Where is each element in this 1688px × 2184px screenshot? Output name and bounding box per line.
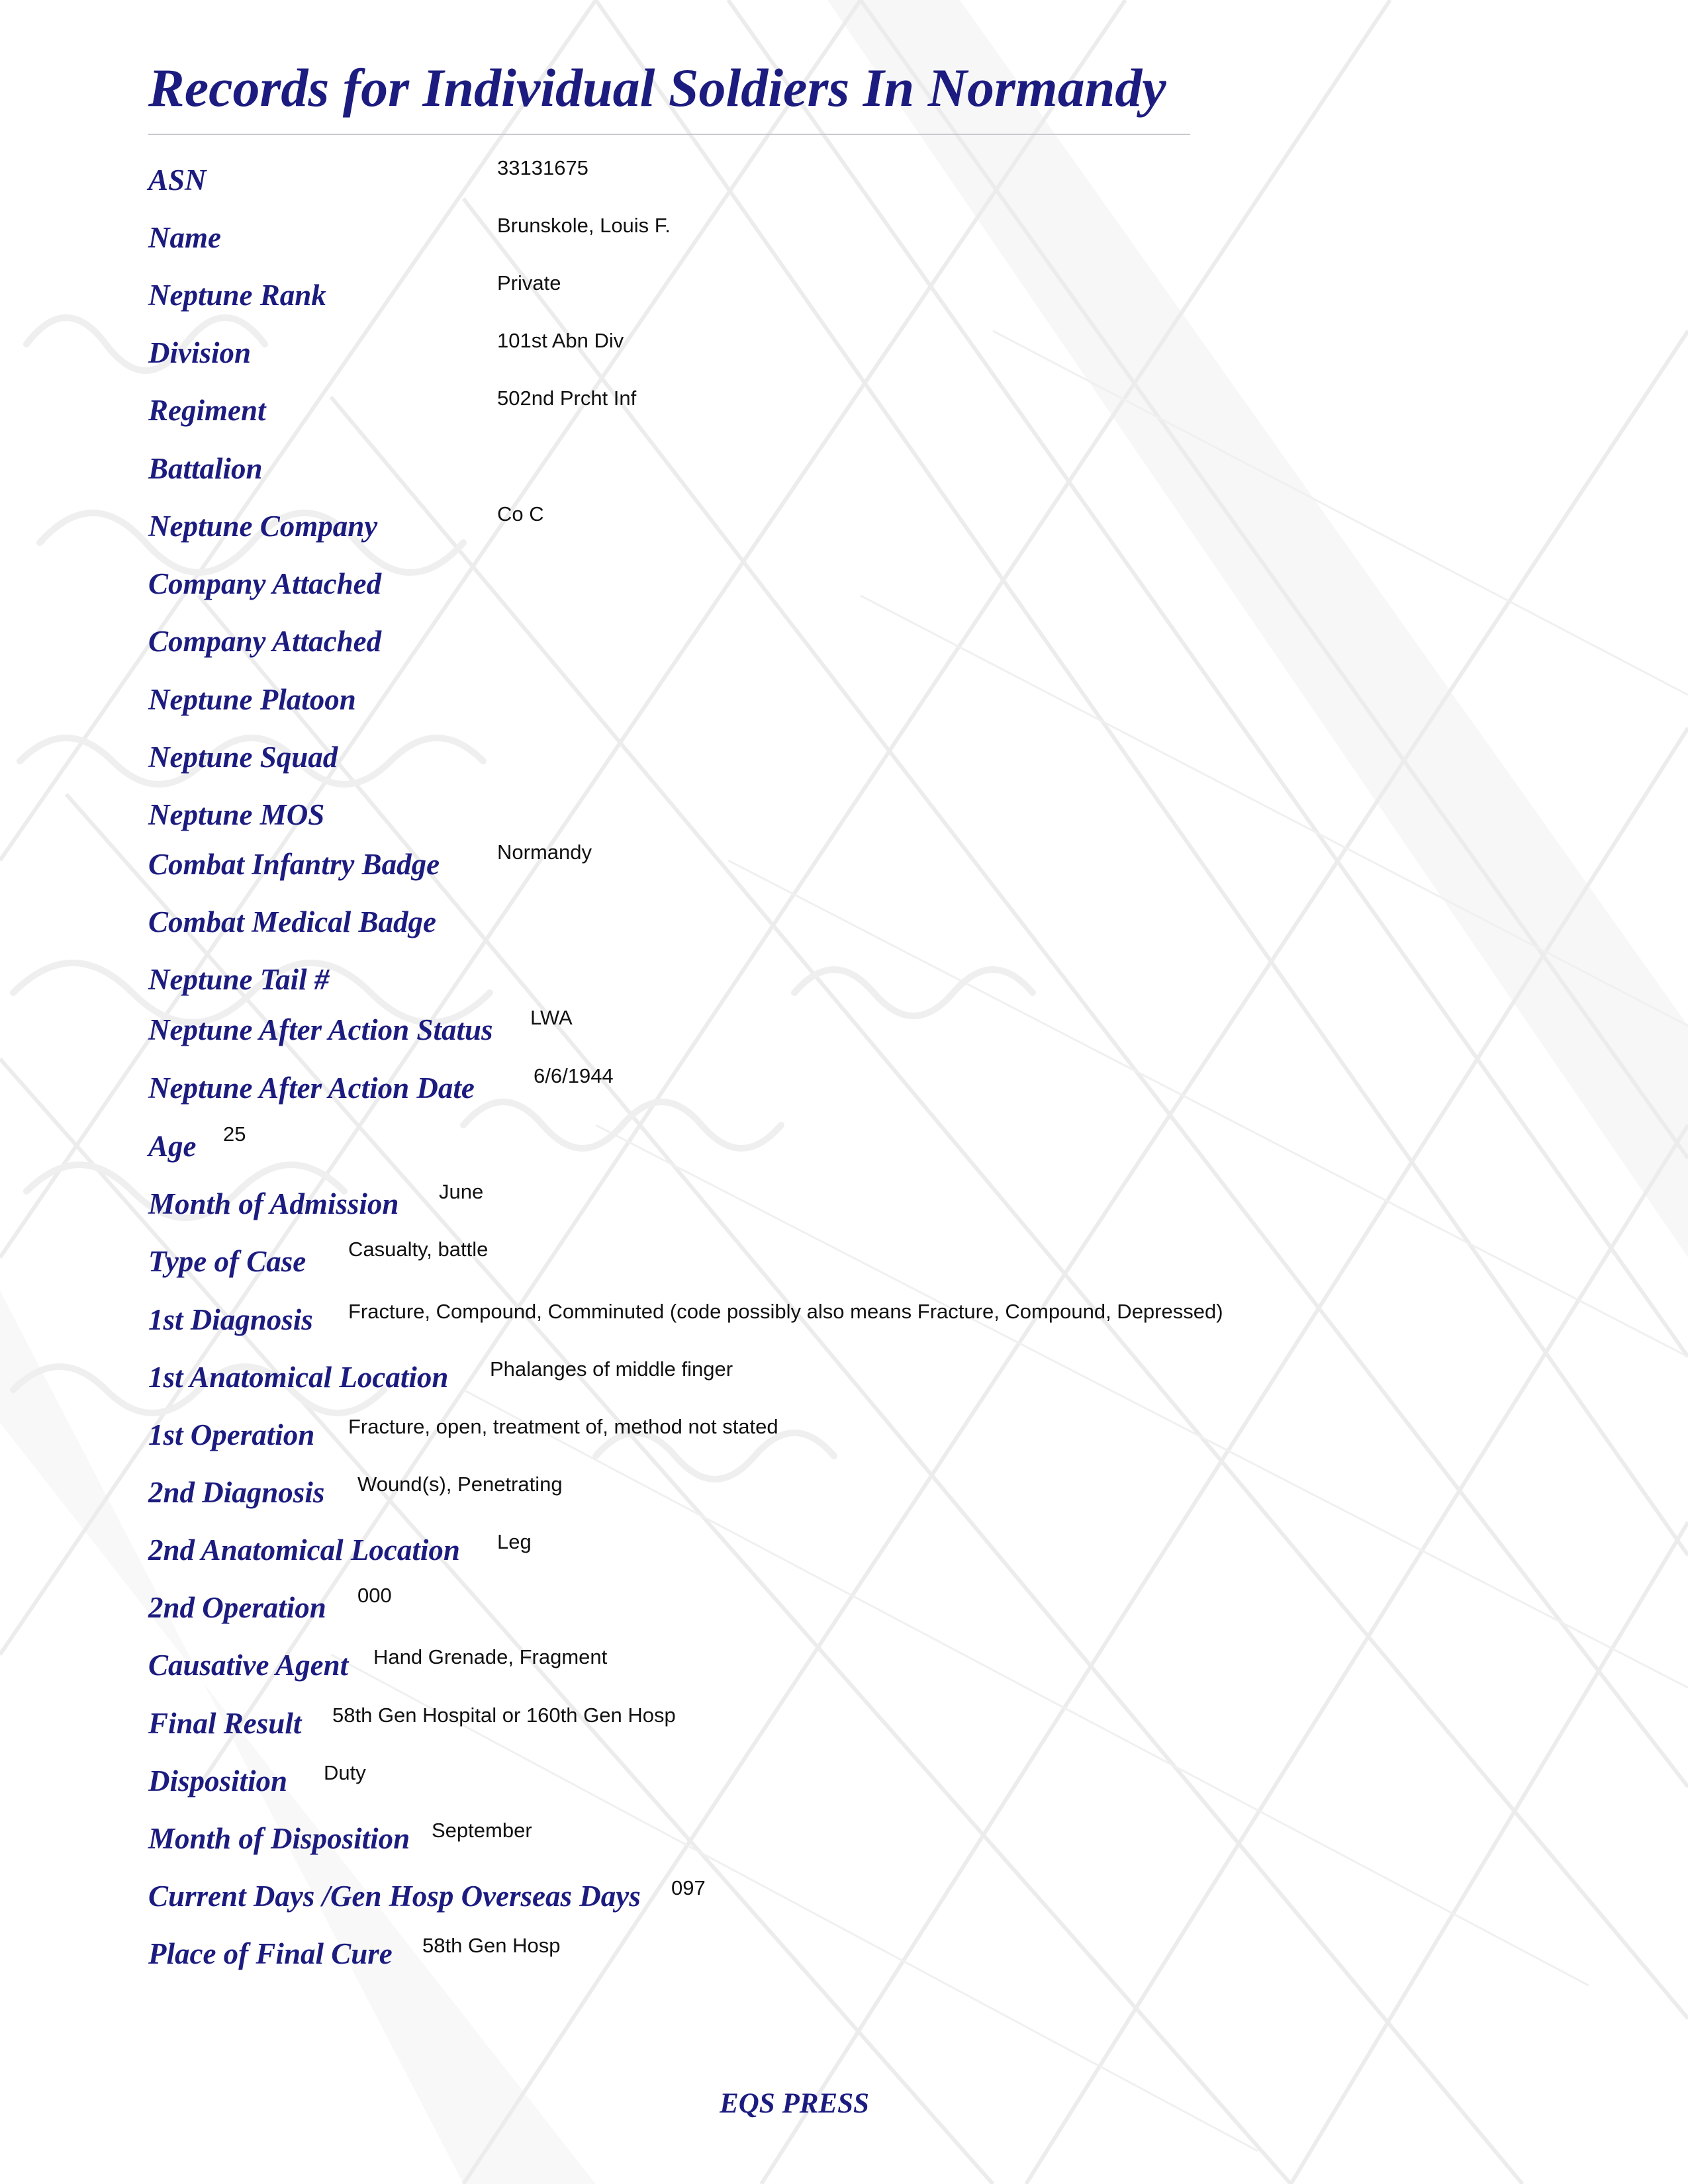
title-divider (148, 134, 1190, 135)
field-label-name: Name (148, 221, 221, 254)
field-label-causative-agent: Causative Agent (148, 1649, 349, 1682)
field-value-overseas-days: 097 (671, 1876, 706, 1899)
field-label-1st-anatomical-location: 1st Anatomical Location (148, 1361, 449, 1394)
field-value-neptune-rank: Private (497, 271, 561, 295)
field-value-type-of-case: Casualty, battle (348, 1238, 489, 1261)
field-label-disposition: Disposition (148, 1764, 288, 1797)
field-value-after-action-date: 6/6/1944 (534, 1064, 614, 1087)
field-value-2nd-diagnosis: Wound(s), Penetrating (357, 1473, 563, 1496)
field-value-final-result: 58th Gen Hospital or 160th Gen Hosp (332, 1704, 676, 1727)
field-label-1st-operation: 1st Operation (148, 1418, 315, 1451)
field-value-1st-diagnosis: Fracture, Compound, Comminuted (code possibly also means Fracture, Compound, Depressed) (348, 1300, 1223, 1323)
field-label-age: Age (148, 1130, 197, 1163)
field-label-type-of-case: Type of Case (148, 1245, 306, 1278)
field-value-causative-agent: Hand Grenade, Fragment (373, 1645, 608, 1668)
field-label-division: Division (148, 336, 252, 369)
field-label-neptune-tail: Neptune Tail # (148, 963, 330, 996)
field-label-neptune-squad: Neptune Squad (148, 741, 338, 774)
field-value-asn: 33131675 (497, 156, 588, 179)
field-label-final-result: Final Result (148, 1707, 302, 1740)
field-label-overseas-days: Current Days /Gen Hosp Overseas Days (148, 1880, 641, 1913)
field-value-combat-infantry-badge: Normandy (497, 841, 592, 864)
field-value-name: Brunskole, Louis F. (497, 214, 671, 237)
field-label-combat-medical-badge: Combat Medical Badge (148, 905, 436, 938)
field-value-disposition: Duty (324, 1761, 366, 1784)
field-label-2nd-operation: 2nd Operation (148, 1591, 326, 1624)
field-value-1st-operation: Fracture, open, treatment of, method not stated (348, 1415, 778, 1438)
field-label-company-attached: Company Attached (148, 567, 382, 600)
field-label-regiment: Regiment (148, 394, 266, 427)
page-title: Records for Individual Soldiers In Normandy (148, 58, 1166, 118)
field-value-place-of-final-cure: 58th Gen Hosp (422, 1934, 561, 1957)
field-value-after-action-status: LWA (530, 1006, 573, 1029)
field-label-2nd-diagnosis: 2nd Diagnosis (148, 1476, 325, 1509)
field-value-regiment: 502nd Prcht Inf (497, 387, 637, 410)
field-label-asn: ASN (148, 163, 207, 197)
field-value-age: 25 (223, 1122, 246, 1146)
field-label-2nd-anatomical-location: 2nd Anatomical Location (148, 1533, 460, 1567)
field-label-neptune-company: Neptune Company (148, 510, 378, 543)
field-label-neptune-mos: Neptune MOS (148, 798, 325, 831)
field-label-month-of-admission: Month of Admission (148, 1187, 399, 1220)
publisher-footer: EQS PRESS (720, 2088, 869, 2119)
field-value-neptune-company: Co C (497, 502, 544, 525)
field-value-2nd-anatomical-location: Leg (497, 1530, 532, 1553)
field-label-month-of-disposition: Month of Disposition (148, 1822, 410, 1855)
field-label-place-of-final-cure: Place of Final Cure (148, 1937, 393, 1970)
field-label-neptune-platoon: Neptune Platoon (148, 683, 356, 716)
field-value-month-of-disposition: September (432, 1819, 532, 1842)
field-label-after-action-status: Neptune After Action Status (148, 1013, 493, 1046)
field-label-battalion: Battalion (148, 452, 263, 485)
field-label-company-attached: Company Attached (148, 625, 382, 658)
field-value-month-of-admission: June (439, 1180, 484, 1203)
field-label-combat-infantry-badge: Combat Infantry Badge (148, 848, 440, 881)
field-value-1st-anatomical-location: Phalanges of middle finger (490, 1357, 733, 1381)
field-value-2nd-operation: 000 (357, 1584, 392, 1607)
field-label-1st-diagnosis: 1st Diagnosis (148, 1303, 313, 1336)
field-label-neptune-rank: Neptune Rank (148, 279, 326, 312)
field-label-after-action-date: Neptune After Action Date (148, 1071, 475, 1105)
field-value-division: 101st Abn Div (497, 329, 624, 352)
